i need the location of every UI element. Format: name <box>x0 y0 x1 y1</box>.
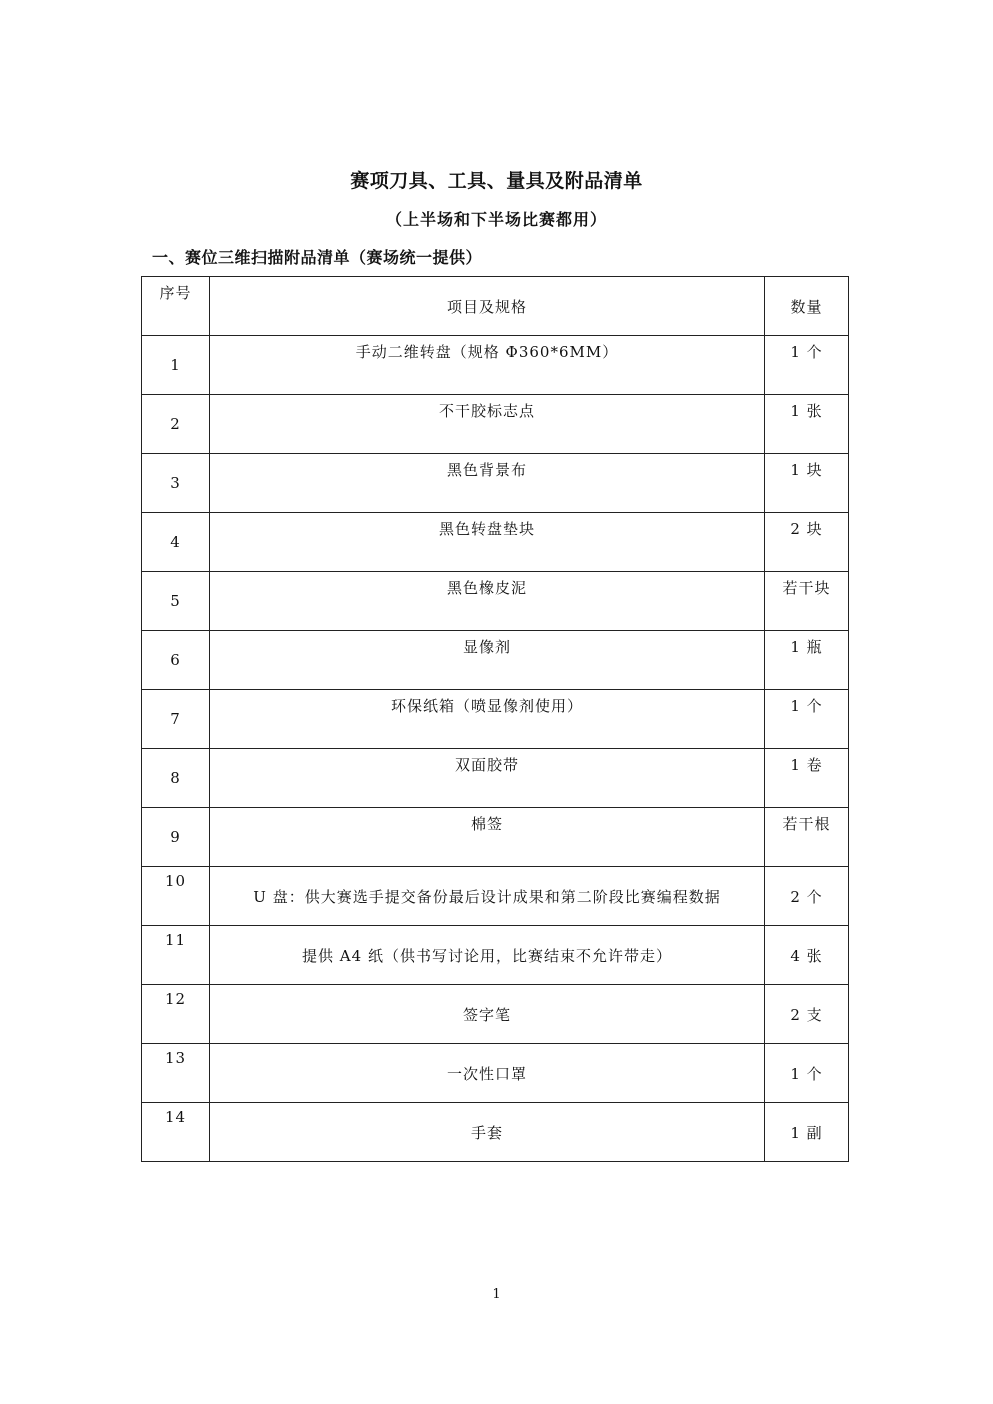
table-row <box>142 1103 849 1162</box>
row-no: 14 <box>142 1103 210 1162</box>
section-heading: 一、赛位三维扫描附品清单（赛场统一提供） <box>152 248 483 267</box>
row-no: 4 <box>142 513 210 572</box>
row-item: 双面胶带 <box>210 749 765 808</box>
document-title: 赛项刀具、工具、量具及附品清单 <box>350 170 643 192</box>
row-item: 黑色背景布 <box>210 454 765 513</box>
row-qty: 1 瓶 <box>765 631 849 690</box>
row-qty: 1 个 <box>765 1044 849 1103</box>
table-row <box>142 631 849 690</box>
row-item: 棉签 <box>210 808 765 867</box>
row-item: 环保纸箱（喷显像剂使用） <box>210 690 765 749</box>
row-no: 1 <box>142 336 210 395</box>
row-no: 9 <box>142 808 210 867</box>
page-number: 1 <box>492 1287 501 1302</box>
header-no: 序号 <box>142 277 210 336</box>
table-row <box>142 395 849 454</box>
row-no: 12 <box>142 985 210 1044</box>
row-no: 5 <box>142 572 210 631</box>
header-item: 项目及规格 <box>210 277 765 336</box>
row-qty: 2 支 <box>765 985 849 1044</box>
row-item: 一次性口罩 <box>210 1044 765 1103</box>
row-no: 13 <box>142 1044 210 1103</box>
row-no: 11 <box>142 926 210 985</box>
row-item: 黑色转盘垫块 <box>210 513 765 572</box>
row-item: 手套 <box>210 1103 765 1162</box>
row-no: 7 <box>142 690 210 749</box>
row-no: 2 <box>142 395 210 454</box>
row-qty: 若干根 <box>765 808 849 867</box>
table-row <box>142 985 849 1044</box>
row-qty: 1 个 <box>765 690 849 749</box>
row-no: 6 <box>142 631 210 690</box>
table-header-row <box>142 277 849 336</box>
table-row <box>142 336 849 395</box>
table-row <box>142 867 849 926</box>
row-no: 3 <box>142 454 210 513</box>
table-row <box>142 690 849 749</box>
row-no: 8 <box>142 749 210 808</box>
table-row <box>142 749 849 808</box>
items-table <box>141 276 849 1162</box>
row-qty: 1 张 <box>765 395 849 454</box>
row-item: 手动二维转盘（规格 Φ360*6MM） <box>210 336 765 395</box>
row-qty: 1 个 <box>765 336 849 395</box>
row-item: 显像剂 <box>210 631 765 690</box>
row-item: 不干胶标志点 <box>210 395 765 454</box>
row-no: 10 <box>142 867 210 926</box>
table-row <box>142 926 849 985</box>
table-row <box>142 1044 849 1103</box>
row-item: 提供 A4 纸（供书写讨论用，比赛结束不允许带走） <box>210 926 765 985</box>
table-row <box>142 572 849 631</box>
header-qty: 数量 <box>765 277 849 336</box>
row-item: U 盘：供大赛选手提交备份最后设计成果和第二阶段比赛编程数据 <box>210 867 765 926</box>
row-qty: 1 块 <box>765 454 849 513</box>
row-qty: 2 个 <box>765 867 849 926</box>
row-qty: 2 块 <box>765 513 849 572</box>
document-subtitle: （上半场和下半场比赛都用） <box>385 210 607 229</box>
table-row <box>142 513 849 572</box>
row-qty: 1 卷 <box>765 749 849 808</box>
table-row <box>142 454 849 513</box>
row-qty: 4 张 <box>765 926 849 985</box>
row-item: 黑色橡皮泥 <box>210 572 765 631</box>
row-qty: 1 副 <box>765 1103 849 1162</box>
row-item: 签字笔 <box>210 985 765 1044</box>
table-row <box>142 808 849 867</box>
row-qty: 若干块 <box>765 572 849 631</box>
